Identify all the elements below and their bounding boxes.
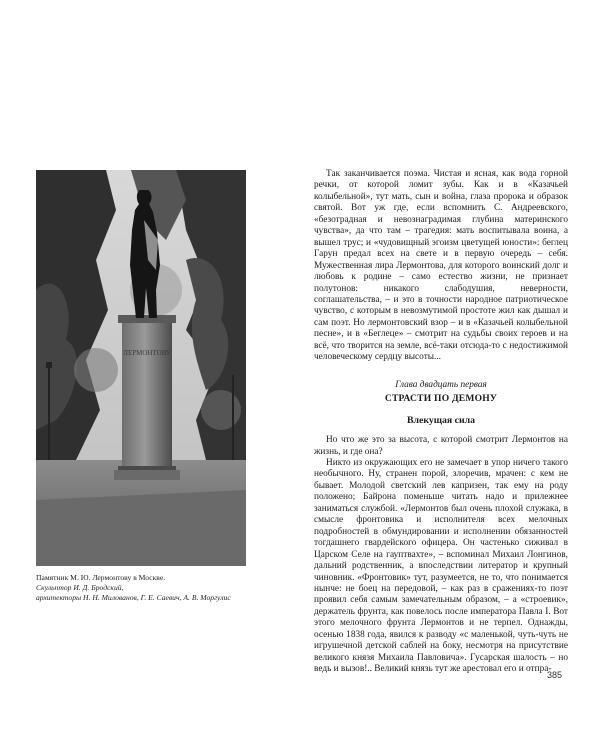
chapter-title: СТРАСТИ ПО ДЕМОНУ (384, 393, 498, 405)
caption-line-3: архитекторы Н. Н. Милованов, Г. Е. Саевич, А. В. Моргулис (36, 593, 231, 602)
right-page-text (314, 169, 568, 676)
photo-caption (36, 573, 276, 603)
paragraph-1: Так заканчивается поэма. Чистая и ясная, как вода горной речки, от которой ломит зубы. Как и в «Казачьей колыбельной», тут мать, сын и война, глаза пророка и образок святой. Вот уж где, если вспомнить С. Андреевского, «безотрадная и невознаградимая глубина материнского чувства», да что там – трагедия: мать воспитывала воина, а вышел трус; и «чудовищный эгоизм цветущей юности»: беглец Гарун предал всех на свете и в первую очередь – себя. Мужественная лира Лермонтова, для которого воинский долг и любовь к родине – само естество жизни, не признает полутонов: никакого слабодушия, неверности, соглашательства, – и это в точности народное патриотическое чувство, с которым в невозмутимой простоте жил как дышал и сам поэт. Но лермонтовский взор – и в «Казачьей колыбельной песне», и в «Беглеце» – смотрит на судьбы своих героев и на всё, что творится на земле, всё-таки отсюда-то с недостижимой человеческому сердцу высоты... (314, 169, 568, 363)
svg-text:ЛЕРМОНТОВУ: ЛЕРМОНТОВУ (123, 349, 171, 357)
section-title: Влекущая сила (406, 414, 476, 426)
paragraph-2: Но что же это за высота, с которой смотрит Лермонтов на жизнь, и где она? (314, 435, 568, 457)
monument-photo (36, 170, 246, 566)
paragraph-3: Никто из окружающих его не замечает в упор ничего такого необычного. Ну, странен порой, злоречив, мрачен: с кем не бывает. Молодой светский лев капризен, так ему на роду положено; Байрона поменьше читать надо и прилежнее заниматься службой. «Лермонтов был очень плохой служака, в смысле фронтовика и исполнителя всех мелочных подробностей в обмундировании и исполнении обязанностей тогдашнего гвардейского офицера. Он частенько сиживал в Царском Селе на гауптвахте», – вспоминал Михаил Лонгинов, дальний родственник, а впоследствии литератор и крупный чиновник. «Фронтовик» тут, разумеется, не то, что понимается нынче: не боец на передовой, – как раз в сражениях-то поэт проявил себя самым замечательным образом, – а «строевик», держатель фрунта, как повелось после императора Павла I. Вот этого мелочного фрунта Лермонтов и не терпел. Однажды, осенью 1838 года, явился к разводу «с маленькой, чуть-чуть не игрушечной детской саблей на боку, несмотря на присутствие великого князя Михаила Павловича». Гусарская шалость – но ведь и вызов!.. Великий князь тут же арестовал его и отпра- (314, 457, 568, 675)
page-number: 385 (547, 670, 563, 680)
monument-photo-drawing (36, 170, 246, 566)
chapter-label: Глава двадцать первая (395, 379, 487, 390)
caption-line-2: Скульптор И. Д. Бродский, (36, 583, 124, 592)
caption-line-1: Памятник М. Ю. Лермонтову в Москве. (36, 573, 166, 582)
